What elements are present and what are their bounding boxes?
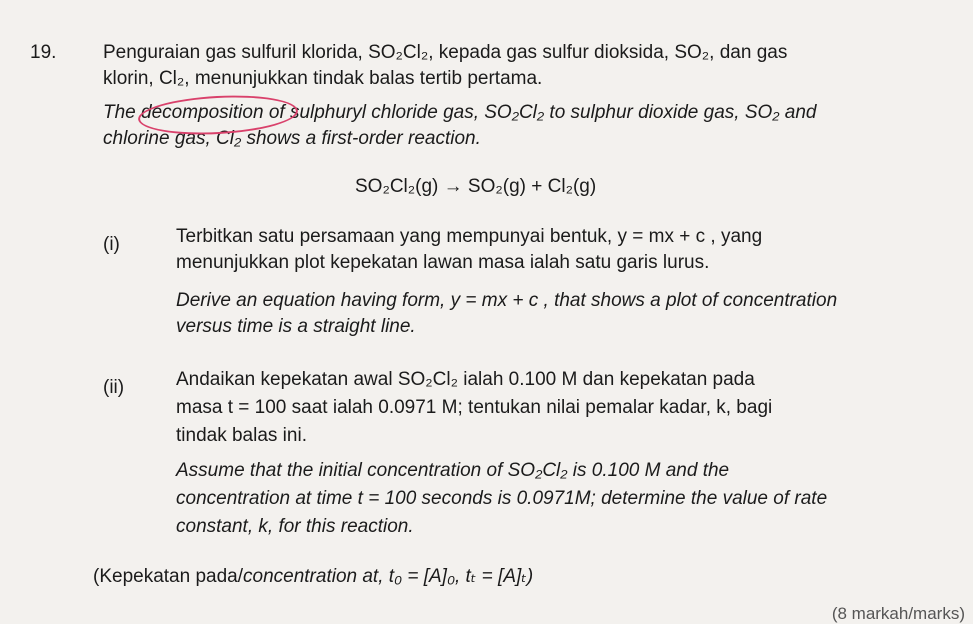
part-i-label: (i) [103,234,120,255]
reaction-equation: SO₂Cl₂(g) → SO₂(g) + Cl₂(g) [355,176,597,197]
part-ii-malay-line-1: Andaikan kepekatan awal SO₂Cl₂ ialah 0.100 M dan kepekatan pada [176,369,755,390]
part-ii-english-line-3: constant, k, for this reaction. [176,516,414,537]
intro-english-line-1: The decomposition of sulphuryl chloride gas, SO₂Cl₂ to sulphur dioxide gas, SO₂ and [103,102,817,123]
part-ii-label: (ii) [103,377,125,398]
part-i-english-line-2: versus time is a straight line. [176,316,416,337]
part-i-malay-line-2: menunjukkan plot kepekatan lawan masa ialah satu garis lurus. [176,252,710,273]
part-ii-english-line-2: concentration at time t = 100 seconds is 0.0971M; determine the value of rate [176,488,828,509]
intro-english-line-2: chlorine gas, Cl₂ shows a first-order reaction. [103,128,481,149]
part-i-english-line-1: Derive an equation having form, y = mx + c , that shows a plot of concentration [176,290,838,311]
part-i-malay-line-1: Terbitkan satu persamaan yang mempunyai bentuk, y = mx + c , yang [176,226,763,247]
concentration-note-english: concentration at, t₀ = [A]₀, tₜ = [A]ₜ) [243,566,534,587]
intro-malay-line-1: Penguraian gas sulfuril klorida, SO₂Cl₂, kepada gas sulfur dioksida, SO₂, dan gas [103,42,788,63]
part-ii-malay-line-3: tindak balas ini. [176,425,307,446]
part-ii-malay-line-2: masa t = 100 saat ialah 0.0971 M; tentukan nilai pemalar kadar, k, bagi [176,397,773,418]
intro-malay-line-2: klorin, Cl₂, menunjukkan tindak balas tertib pertama. [103,68,543,89]
concentration-note [93,566,533,588]
concentration-note-malay: (Kepekatan pada/ [93,566,244,587]
part-ii-english-line-1: Assume that the initial concentration of SO₂Cl₂ is 0.100 M and the [176,460,730,481]
question-number: 19. [30,42,57,63]
marks-label: (8 markah/marks) [831,604,965,623]
